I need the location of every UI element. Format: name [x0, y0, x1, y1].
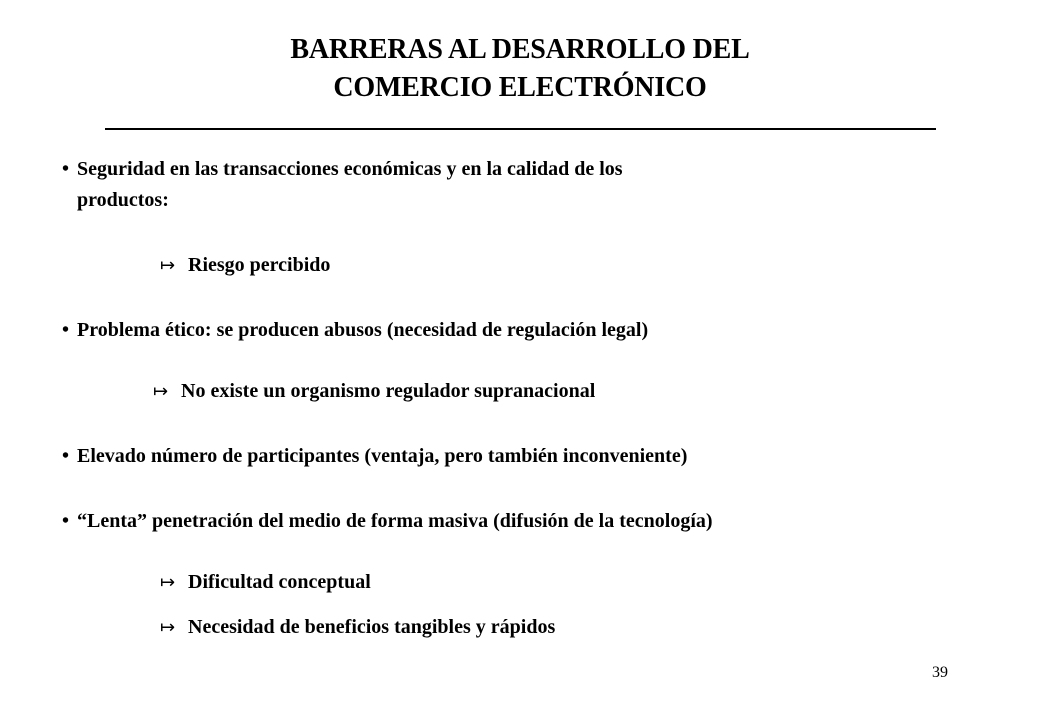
sub-item-tangible-benefits [160, 615, 555, 640]
bullet-icon: • [62, 510, 70, 532]
sub-item-text: Dificultad conceptual [188, 571, 371, 593]
title-underline [105, 128, 936, 130]
bullet-icon: • [62, 445, 70, 467]
maps-to-arrow-icon: ↦ [160, 572, 176, 593]
slide-title-line-1: BARRERAS AL DESARROLLO DEL [290, 34, 750, 65]
bullet-icon: • [62, 158, 70, 180]
bullet-icon: • [62, 319, 70, 341]
slide-title-line-2: COMERCIO ELECTRÓNICO [333, 72, 707, 103]
bullet-text: Problema ético: se producen abusos (necesidad de regulación legal) [77, 319, 649, 341]
bullet-text: Elevado número de participantes (ventaja, pero también inconveniente) [77, 445, 688, 467]
bullet-item-ethical-problem [62, 318, 648, 342]
bullet-item-participants [62, 444, 687, 468]
sub-item-text: Necesidad de beneficios tangibles y rápidos [188, 616, 556, 638]
sub-item-perceived-risk [160, 253, 330, 278]
bullet-item-slow-penetration [62, 509, 713, 533]
sub-item-text: Riesgo percibido [188, 254, 331, 276]
page-number: 39 [932, 664, 948, 681]
bullet-item-security-continuation: productos: [77, 189, 169, 211]
sub-item-text: No existe un organismo regulador supranacional [181, 380, 596, 402]
bullet-text: Seguridad en las transacciones económicas y en la calidad de los [77, 158, 623, 180]
maps-to-arrow-icon: ↦ [153, 381, 169, 402]
bullet-item-security [62, 157, 623, 181]
bullet-text: “Lenta” penetración del medio de forma masiva (difusión de la tecnología) [77, 510, 713, 532]
maps-to-arrow-icon: ↦ [160, 255, 176, 276]
sub-item-no-regulator [153, 379, 595, 404]
sub-item-conceptual-difficulty [160, 570, 371, 595]
maps-to-arrow-icon: ↦ [160, 617, 176, 638]
